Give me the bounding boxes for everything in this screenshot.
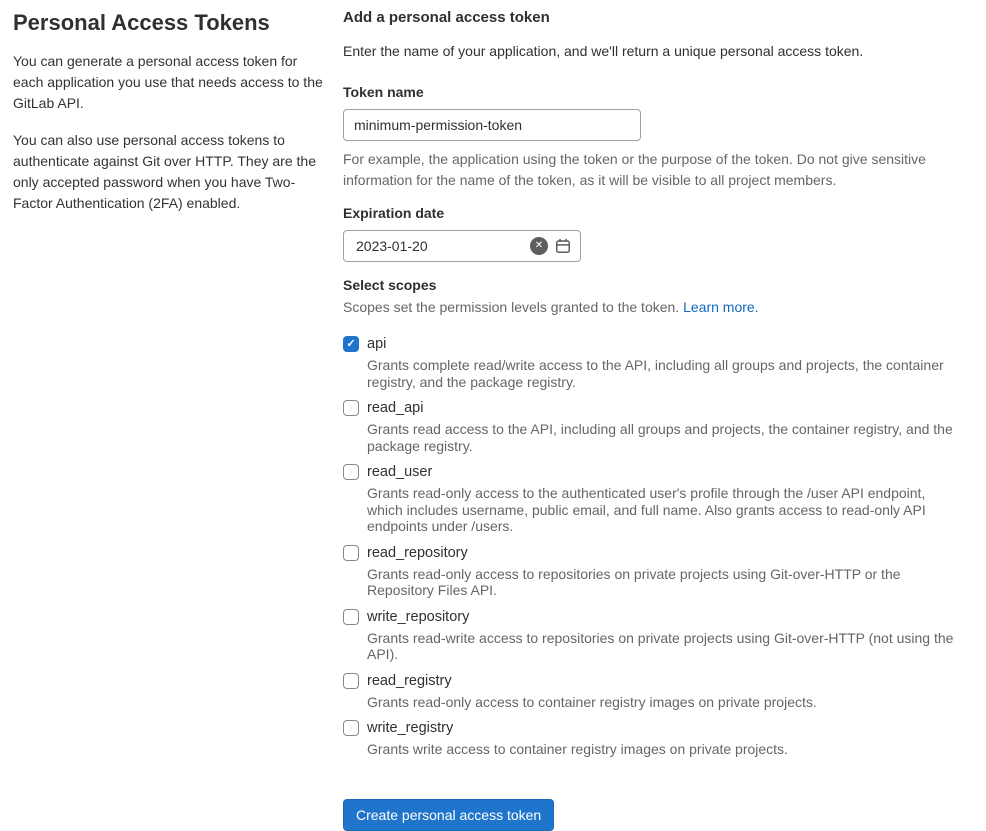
scope-checkbox-read_api[interactable]	[343, 400, 359, 416]
scope-checkbox-write_repository[interactable]	[343, 609, 359, 625]
description-paragraph: You can generate a personal access token for each application you use that needs access to the GitLab API.	[13, 53, 323, 111]
settings-description-column	[0, 0, 343, 831]
scope-checkbox-read_user[interactable]	[343, 464, 359, 480]
scopes-help-span: Scopes set the permission levels granted to the token.	[343, 299, 680, 315]
scope-description: Grants read-only access to container registry images on private projects.	[367, 693, 817, 710]
scope-row-api	[343, 334, 973, 390]
scope-row-write_registry	[343, 718, 973, 758]
token-name-section	[343, 84, 973, 191]
scope-row-read_registry	[343, 671, 973, 711]
scope-checkbox-write_registry[interactable]	[343, 720, 359, 736]
scope-checkbox-api[interactable]	[343, 336, 359, 352]
scope-checkbox-read_repository[interactable]	[343, 545, 359, 561]
token-name-label: Token name	[343, 84, 424, 100]
scope-checkbox-read_registry[interactable]	[343, 673, 359, 689]
scope-name[interactable]: write_registry	[367, 720, 454, 736]
learn-more-link[interactable]: Learn more.	[683, 299, 759, 315]
token-name-input[interactable]	[343, 109, 641, 141]
page-title: Personal Access Tokens	[13, 10, 270, 35]
expiration-date-label: Expiration date	[343, 205, 445, 221]
scope-name[interactable]: read_registry	[367, 672, 452, 689]
form-subtitle: Enter the name of your application, and we'll return a unique personal access token.	[343, 43, 864, 59]
scope-name[interactable]: read_api	[367, 400, 424, 416]
scope-name[interactable]: api	[367, 336, 387, 352]
scope-row-read_api	[343, 398, 973, 454]
scope-description: Grants read access to the API, including all groups and projects, the container registry, and the package registry.	[367, 421, 953, 454]
scope-row-read_repository	[343, 543, 973, 599]
scope-row-write_repository	[343, 607, 973, 663]
expiration-date-field[interactable]	[343, 230, 581, 262]
scope-description: Grants read-only access to the authenticated user's profile through the /user API endpoint, which includes username, public email, and full name. Also grants access to read-only API endpoints under /users.	[367, 485, 926, 534]
scope-description: Grants complete read/write access to the API, including all groups and projects, the container registry, and the package registry.	[367, 357, 944, 390]
scope-description: Grants write access to container registry images on private projects.	[367, 741, 788, 757]
expiration-date-section	[343, 205, 973, 262]
expiration-date-input[interactable]	[354, 237, 530, 255]
scope-description: Grants read-only access to repositories on private projects using Git-over-HTTP or the Repository Files API.	[367, 565, 901, 598]
scope-name[interactable]: read_user	[367, 464, 433, 480]
scope-name[interactable]: write_repository	[367, 608, 470, 625]
check-icon: ✓	[346, 337, 356, 350]
add-token-form	[343, 0, 973, 831]
scope-row-read_user	[343, 462, 973, 535]
form-title: Add a personal access token	[343, 9, 550, 26]
select-scopes-label: Select scopes	[343, 277, 437, 293]
clear-date-icon[interactable]: ✕	[530, 237, 548, 255]
select-scopes-section	[343, 277, 973, 758]
scope-name[interactable]: read_repository	[367, 544, 468, 561]
token-name-help: For example, the application using the token or the purpose of the token. Do not give sensitive information for the name of the token, as it will be visible to all project members.	[343, 151, 926, 188]
scopes-help-text	[343, 297, 973, 318]
calendar-icon[interactable]	[555, 238, 571, 254]
scopes-list	[343, 334, 973, 758]
scope-description: Grants read-write access to repositories on private projects using Git-over-HTTP (not using the API).	[367, 629, 954, 662]
create-token-button[interactable]: Create personal access token	[343, 799, 554, 831]
description-paragraph: You can also use personal access tokens to authenticate against Git over HTTP. They are the only accepted password when you have Two-Factor Authentication (2FA) enabled.	[13, 132, 316, 211]
